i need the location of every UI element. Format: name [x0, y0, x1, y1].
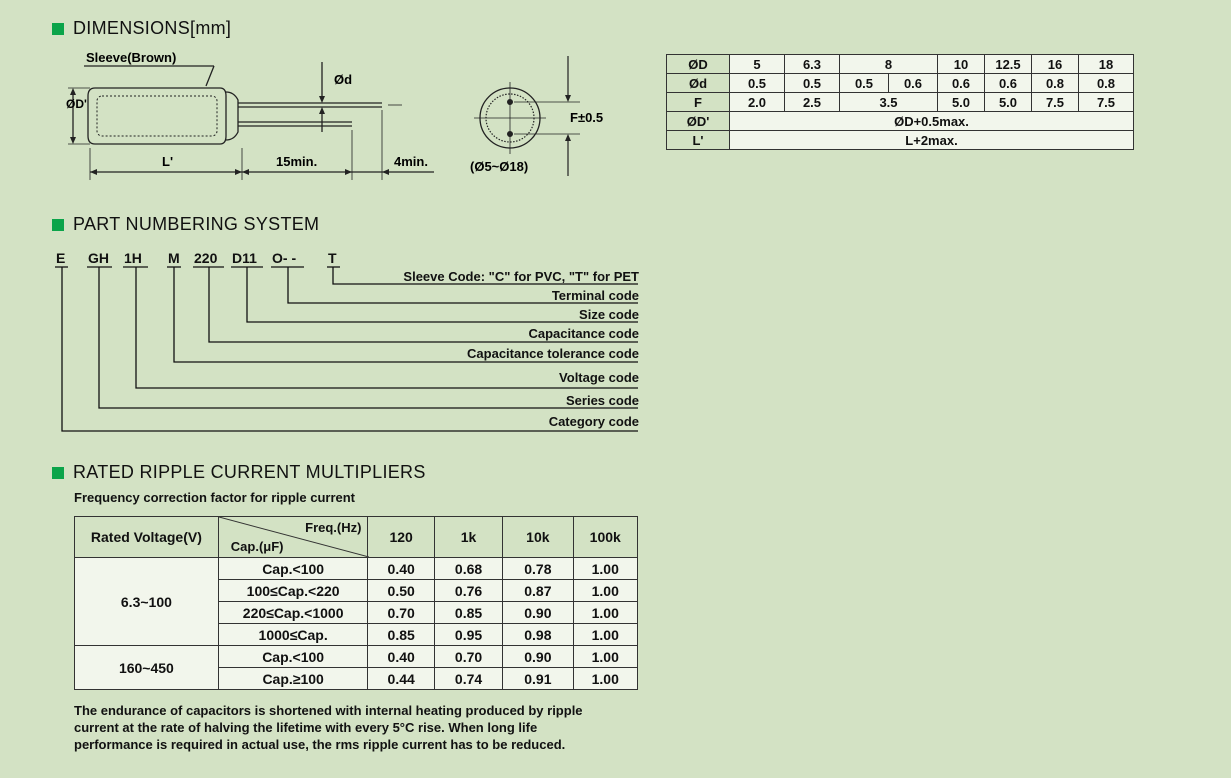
table-cell: 2.5	[785, 93, 840, 112]
table-cell: 1.00	[573, 580, 637, 602]
table-cell: 0.95	[434, 624, 502, 646]
voltage-group-2: 160~450	[75, 646, 219, 690]
table-cell: 1.00	[573, 646, 637, 668]
table-cell: 0.85	[434, 602, 502, 624]
green-square-icon	[52, 219, 64, 231]
ripple-title	[52, 462, 426, 483]
category-code-label: Category code	[548, 414, 639, 429]
table-cell: 0.8	[1032, 74, 1079, 93]
table-cell: 0.98	[503, 624, 573, 646]
freq-1k-header: 1k	[434, 517, 502, 558]
table-cell: 0.70	[434, 646, 502, 668]
ripple-subtitle: Frequency correction factor for ripple current	[74, 490, 356, 505]
cap-cell: 220≤Cap.<1000	[218, 602, 368, 624]
table-cell: 0.44	[368, 668, 434, 690]
voltage-code-label: Voltage code	[559, 370, 639, 385]
freq-100k-header: 100k	[573, 517, 637, 558]
cap-cell: Cap.≥100	[218, 668, 368, 690]
table-cell: ØD+0.5max.	[730, 112, 1134, 131]
table-cell: 0.87	[503, 580, 573, 602]
cap-cell: Cap.<100	[218, 558, 368, 580]
table-cell: 3.5	[840, 93, 938, 112]
od-prime-label: ØD'	[66, 97, 87, 111]
table-row	[75, 558, 638, 580]
note-line: performance is required in actual use, the rms ripple current has to be reduced.	[74, 737, 566, 752]
freq-cap-header	[218, 517, 368, 558]
code-category: E	[56, 250, 66, 266]
row-label: F	[667, 93, 730, 112]
table-cell: 5.0	[985, 93, 1032, 112]
cap-header: Cap.(μF)	[230, 539, 284, 554]
table-cell: L+2max.	[730, 131, 1134, 150]
table-cell: 0.78	[503, 558, 573, 580]
table-cell: 12.5	[985, 55, 1032, 74]
sleeve-label: Sleeve(Brown)	[86, 50, 177, 65]
table-cell: 0.68	[434, 558, 502, 580]
note-line: current at the rate of halving the lifetime with every 5°C rise. When long life	[74, 720, 538, 735]
table-cell: 8	[840, 55, 938, 74]
table-cell: 0.6	[985, 74, 1032, 93]
lead-length-label: 15min.	[276, 154, 318, 169]
table-cell: 0.6	[938, 74, 985, 93]
code-terminal: O- -	[272, 250, 297, 266]
table-cell: 7.5	[1032, 93, 1079, 112]
rated-voltage-header: Rated Voltage(V)	[75, 517, 219, 558]
dimension-table	[666, 54, 1134, 150]
od-small-label: Ød	[334, 72, 353, 87]
l-prime-label: L'	[162, 154, 174, 169]
code-size: D11	[232, 250, 257, 266]
code-capacitance: 220	[194, 250, 218, 266]
part-numbering-title-text: PART NUMBERING SYSTEM	[73, 214, 320, 234]
table-cell: 0.5	[730, 74, 785, 93]
table-cell: 1.00	[573, 624, 637, 646]
diameter-range-label: (Ø5~Ø18)	[470, 159, 529, 174]
table-cell: 0.85	[368, 624, 434, 646]
ripple-title-text: RATED RIPPLE CURRENT MULTIPLIERS	[73, 462, 426, 482]
table-cell: 0.40	[368, 558, 434, 580]
table-cell: 2.0	[730, 93, 785, 112]
table-header-row	[75, 517, 638, 558]
ripple-note	[74, 702, 654, 753]
tolerance-code-label: Capacitance tolerance code	[467, 346, 639, 361]
table-row	[667, 93, 1134, 112]
table-cell: 0.70	[368, 602, 434, 624]
series-code-label: Series code	[566, 393, 639, 408]
f-tolerance-label: F±0.5	[570, 110, 604, 125]
code-voltage: 1H	[124, 250, 142, 266]
table-cell: 0.90	[503, 646, 573, 668]
row-label: ØD'	[667, 112, 730, 131]
size-code-label: Size code	[579, 307, 639, 322]
dimensions-title-text: DIMENSIONS[mm]	[73, 18, 232, 38]
table-cell: 1.00	[573, 558, 637, 580]
note-line: The endurance of capacitors is shortened with internal heating produced by ripple	[74, 703, 583, 718]
table-cell: 0.90	[503, 602, 573, 624]
table-cell: 0.50	[368, 580, 434, 602]
table-cell: 0.74	[434, 668, 502, 690]
cap-cell: Cap.<100	[218, 646, 368, 668]
table-row	[667, 55, 1134, 74]
table-cell: 18	[1079, 55, 1134, 74]
freq-120-header: 120	[368, 517, 434, 558]
row-label: Ød	[667, 74, 730, 93]
table-row	[667, 112, 1134, 131]
voltage-group-1: 6.3~100	[75, 558, 219, 646]
table-row	[75, 646, 638, 668]
table-cell: 0.5	[785, 74, 840, 93]
table-cell: 1.00	[573, 668, 637, 690]
terminal-code-label: Terminal code	[551, 288, 639, 303]
cap-cell: 1000≤Cap.	[218, 624, 368, 646]
green-square-icon	[52, 467, 64, 479]
table-cell: 0.8	[1079, 74, 1134, 93]
table-cell: 5.0	[938, 93, 985, 112]
cap-cell: 100≤Cap.<220	[218, 580, 368, 602]
capacitance-code-label: Capacitance code	[528, 326, 639, 341]
ripple-table	[74, 516, 638, 690]
table-cell: 0.91	[503, 668, 573, 690]
table-cell: 6.3	[785, 55, 840, 74]
freq-10k-header: 10k	[503, 517, 573, 558]
table-row	[667, 131, 1134, 150]
code-sleeve: T	[328, 250, 337, 266]
dimension-diagram	[0, 0, 660, 200]
code-tolerance: M	[168, 250, 180, 266]
table-cell: 7.5	[1079, 93, 1134, 112]
row-label: L'	[667, 131, 730, 150]
code-series: GH	[88, 250, 109, 266]
table-cell: 0.6	[889, 74, 938, 93]
table-cell: 5	[730, 55, 785, 74]
freq-header: Freq.(Hz)	[305, 520, 362, 535]
end-length-label: 4min.	[394, 154, 428, 169]
table-cell: 0.76	[434, 580, 502, 602]
table-cell: 10	[938, 55, 985, 74]
table-cell: 1.00	[573, 602, 637, 624]
table-cell: 0.40	[368, 646, 434, 668]
part-numbering-title	[52, 214, 319, 235]
row-label: ØD	[667, 55, 730, 74]
table-cell: 0.5	[840, 74, 889, 93]
sleeve-code-label: Sleeve Code: "C" for PVC, "T" for PET	[403, 269, 639, 284]
table-cell: 16	[1032, 55, 1079, 74]
table-row	[667, 74, 1134, 93]
